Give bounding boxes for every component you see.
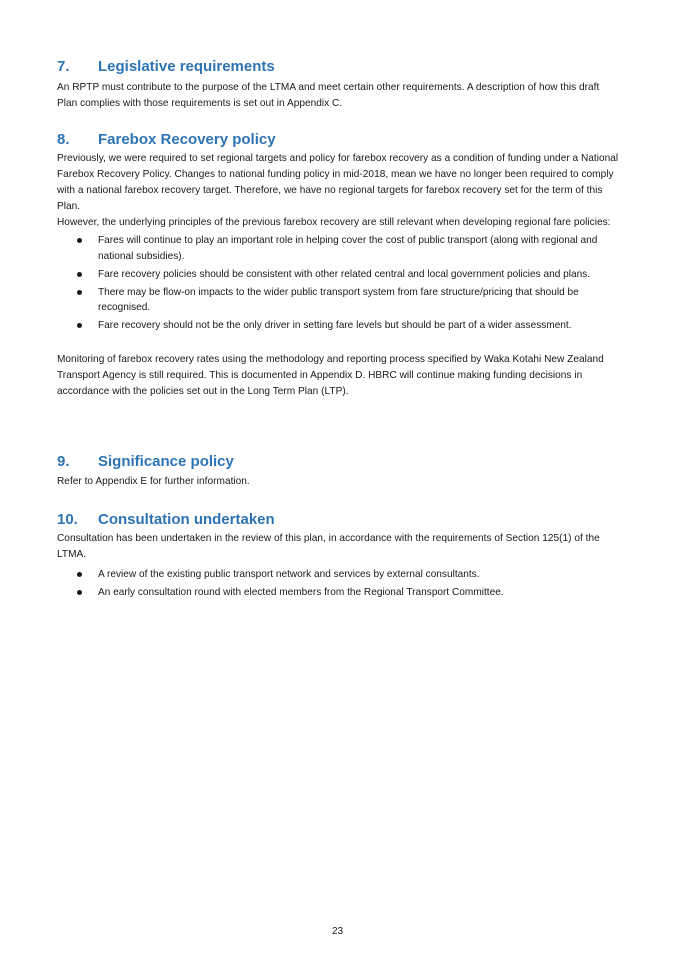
section-significance-policy <box>57 453 619 490</box>
section-farebox-recovery-policy <box>57 131 619 400</box>
section-title: Legislative requirements <box>98 58 275 75</box>
section-number: 9. <box>57 453 70 470</box>
section-heading <box>57 511 619 529</box>
section-title: Significance policy <box>98 453 234 470</box>
section-number: 7. <box>57 58 70 75</box>
bullet-icon <box>77 272 82 277</box>
list-item: Fare recovery policies should be consistent with other related central and local government policies and plans. <box>57 267 619 283</box>
bullet-icon <box>77 290 82 295</box>
bullet-icon <box>77 323 82 328</box>
section-heading <box>57 453 619 471</box>
paragraph: Refer to Appendix E for further information. <box>57 476 250 487</box>
paragraph: However, the underlying principles of the previous farebox recovery are still relevant when developing regional fare policies: <box>57 217 611 228</box>
paragraph: Consultation has been undertaken in the review of this plan, in accordance with the requirements of Section 125(1) of the LTMA. <box>57 533 600 560</box>
list-item: A review of the existing public transport network and services by external consultants. <box>57 567 619 583</box>
bullet-icon <box>77 572 82 577</box>
section-heading <box>57 58 619 76</box>
list-item: There may be flow-on impacts to the wider public transport system from fare structure/pricing that should be recognised. <box>57 285 619 316</box>
section-consultation-undertaken <box>57 511 619 603</box>
paragraph: Previously, we were required to set regional targets and policy for farebox recovery as a condition of funding under a National Farebox Recovery Policy. Changes to national funding policy in mid-2018, mean we have no longer been required to comply with a national farebox recovery target. Therefore, we have no regional targets for farebox recovery set for the term of this Plan. <box>57 153 619 212</box>
bullet-icon <box>77 590 82 595</box>
paragraph: Monitoring of farebox recovery rates using the methodology and reporting process specified by Waka Kotahi New Zealand Transport Agency is still required. This is documented in Appendix D. HBRC will continue making funding decisions in accordance with the policies set out in the Long Term Plan (LTP). <box>57 354 604 397</box>
bullet-icon <box>77 238 82 243</box>
section-legislative-requirements <box>57 58 619 112</box>
section-title: Farebox Recovery policy <box>98 131 276 148</box>
page-number: 23 <box>331 926 344 937</box>
list-item: Fare recovery should not be the only driver in setting fare levels but should be part of a wider assessment. <box>57 318 619 334</box>
section-number: 8. <box>57 131 70 148</box>
section-number: 10. <box>57 511 78 528</box>
list-item: An early consultation round with elected members from the Regional Transport Committee. <box>57 585 619 601</box>
bullet-list <box>57 233 619 334</box>
bullet-list <box>57 567 619 601</box>
section-title: Consultation undertaken <box>98 511 275 528</box>
list-item: Fares will continue to play an important role in helping cover the cost of public transport (along with regional and national subsidies). <box>57 233 619 264</box>
section-heading <box>57 131 619 149</box>
paragraph: An RPTP must contribute to the purpose of the LTMA and meet certain other requirements. A description of how this draft Plan complies with those requirements is set out in Appendix C. <box>57 82 600 109</box>
